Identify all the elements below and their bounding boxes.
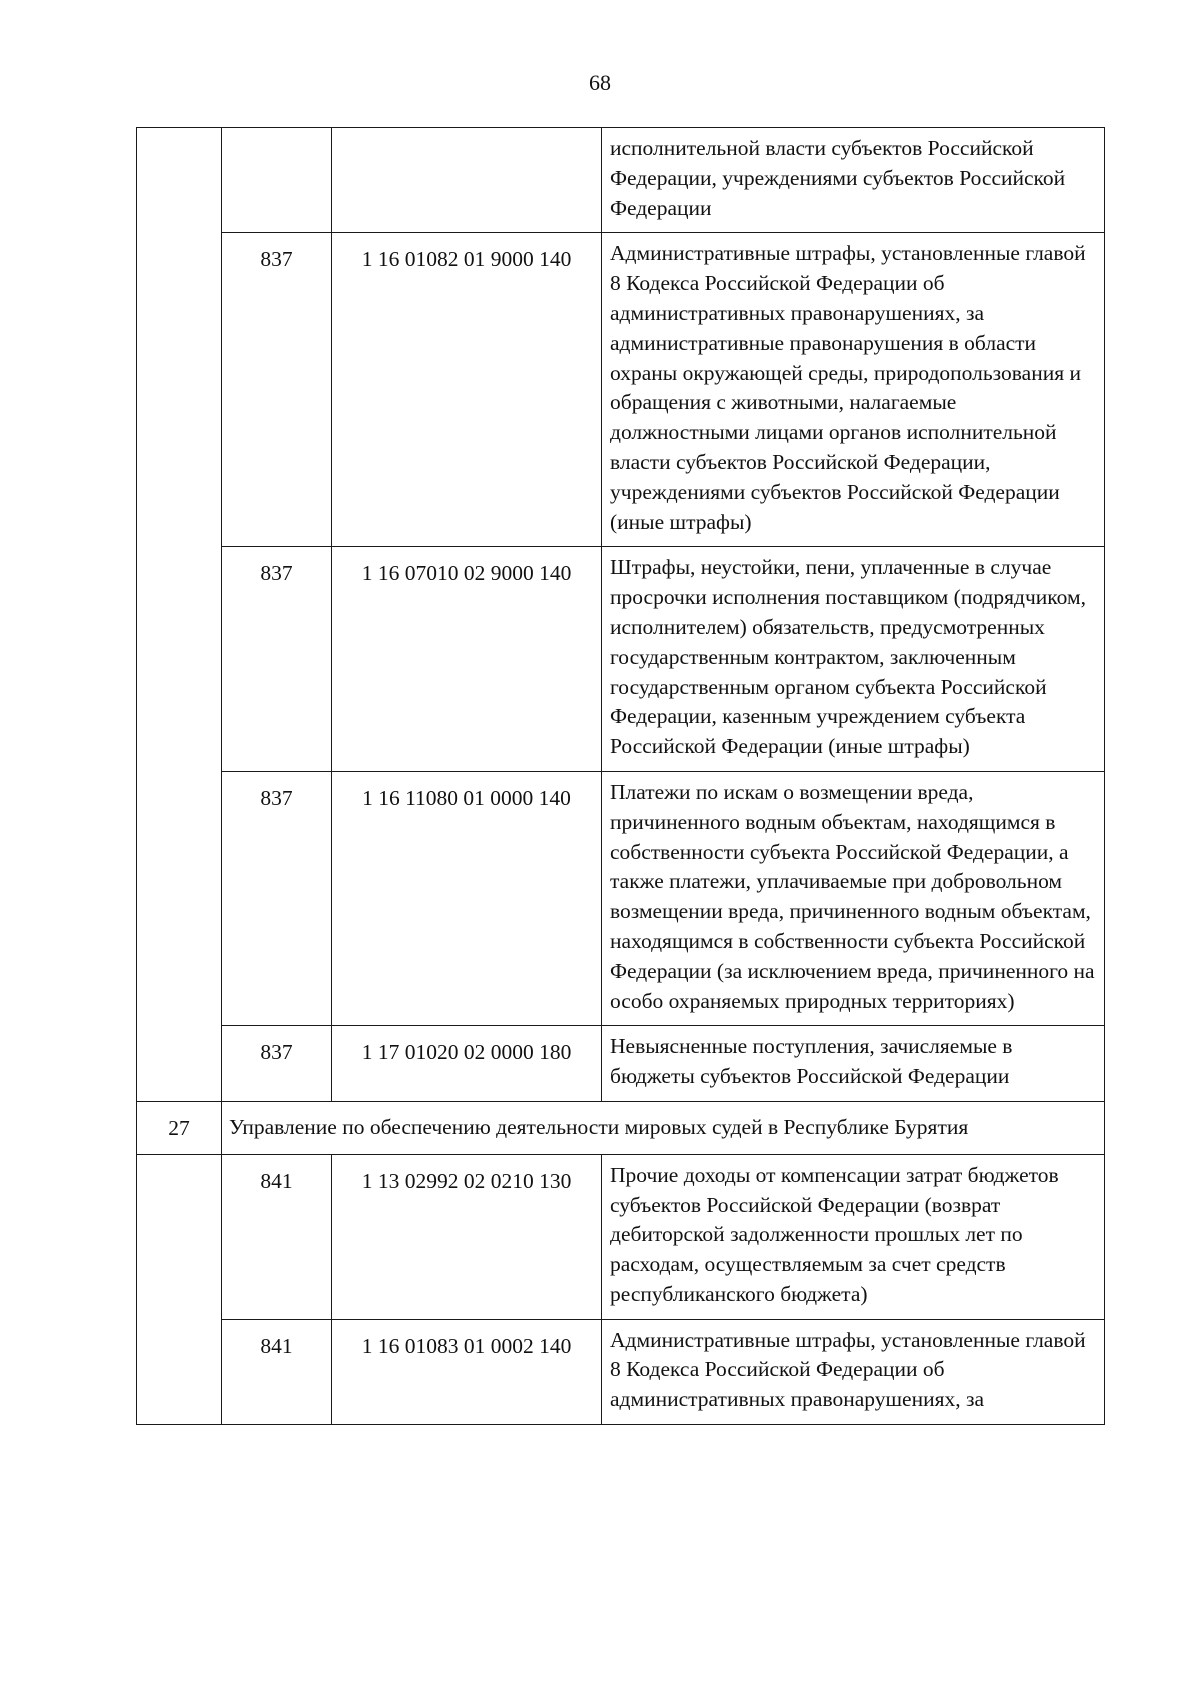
budget-code-cell: 1 16 11080 01 0000 140 — [332, 771, 602, 1025]
table-row — [137, 128, 1105, 233]
income-name-text: исполнительной власти субъектов Российской Федерации, учреждениями субъектов Российской Федерации — [610, 136, 1066, 220]
budget-code-cell: 1 17 01020 02 0000 180 — [332, 1026, 602, 1102]
admin-code-cell: 837 — [222, 771, 332, 1025]
section-title: Управление по обеспечению деятельности мировых судей в Республике Бурятия — [222, 1101, 1105, 1154]
section-header-row — [137, 1101, 1105, 1154]
income-name-cell — [602, 1319, 1105, 1424]
income-name-text: Административные штрафы, установленные главой 8 Кодекса Российской Федерации об административных правонарушениях, за административные правонарушения в области охраны окружающей среды, природопользования и обращения с животными, налагаемые должностными лицами органов исполнительной власти субъектов Российской Федерации, учреждениями субъектов Российской Федерации (иные штрафы) — [610, 241, 1086, 534]
admin-code-cell: 841 — [222, 1154, 332, 1319]
budget-code-cell: 1 13 02992 02 0210 130 — [332, 1154, 602, 1319]
income-name-cell — [602, 1154, 1105, 1319]
row-number-cell-empty — [137, 128, 222, 1102]
income-name-text: Невыясненные поступления, зачисляемые в бюджеты субъектов Российской Федерации — [610, 1034, 1013, 1089]
table-row — [137, 1026, 1105, 1102]
income-name-text: Прочие доходы от компенсации затрат бюджетов субъектов Российской Федерации (возврат дебиторской задолженности прошлых лет по расходам, осуществляемым за счет средств республиканского бюджета) — [610, 1162, 1059, 1306]
admin-code-cell: 837 — [222, 547, 332, 772]
income-name-cell — [602, 547, 1105, 772]
table-row — [137, 771, 1105, 1025]
budget-code-cell: 1 16 01082 01 9000 140 — [332, 233, 602, 547]
income-name-cell — [602, 771, 1105, 1025]
budget-code-cell: 1 16 01083 01 0002 140 — [332, 1319, 602, 1424]
income-name-cell — [602, 233, 1105, 547]
budget-code-cell: 1 16 07010 02 9000 140 — [332, 547, 602, 772]
income-name-cell — [602, 1026, 1105, 1102]
row-number-cell-empty — [137, 1154, 222, 1424]
table-row — [137, 1154, 1105, 1319]
income-codes-table — [136, 127, 1105, 1425]
admin-code-cell: 837 — [222, 1026, 332, 1102]
section-number: 27 — [137, 1101, 222, 1154]
admin-code-cell: 841 — [222, 1319, 332, 1424]
admin-code-cell: 837 — [222, 233, 332, 547]
table-row — [137, 1319, 1105, 1424]
income-name-cell — [602, 128, 1105, 233]
page-number: 68 — [589, 70, 611, 95]
income-name-text: Административные штрафы, установленные главой 8 Кодекса Российской Федерации об административных правонарушениях, за — [610, 1327, 1086, 1412]
income-name-text: Платежи по искам о возмещении вреда, причиненного водным объектам, находящимся в собственности субъекта Российской Федерации, а также платежи, уплачиваемые при добровольном возмещении вреда, причиненного водным объектам, находящимся в собственности субъекта Российской Федерации (за исключением вреда, причиненного на особо охраняемых природных территориях) — [610, 779, 1095, 1013]
income-name-text: Штрафы, неустойки, пени, уплаченные в случае просрочки исполнения поставщиком (подрядчиком, исполнителем) обязательств, предусмотренных государственным контрактом, заключенным государственным органом субъекта Российской Федерации, казенным учреждением субъекта Российской Федерации (иные штрафы) — [610, 555, 1086, 759]
budget-code-cell — [332, 128, 602, 233]
admin-code-cell — [222, 128, 332, 233]
table-row — [137, 233, 1105, 547]
table-row — [137, 547, 1105, 772]
